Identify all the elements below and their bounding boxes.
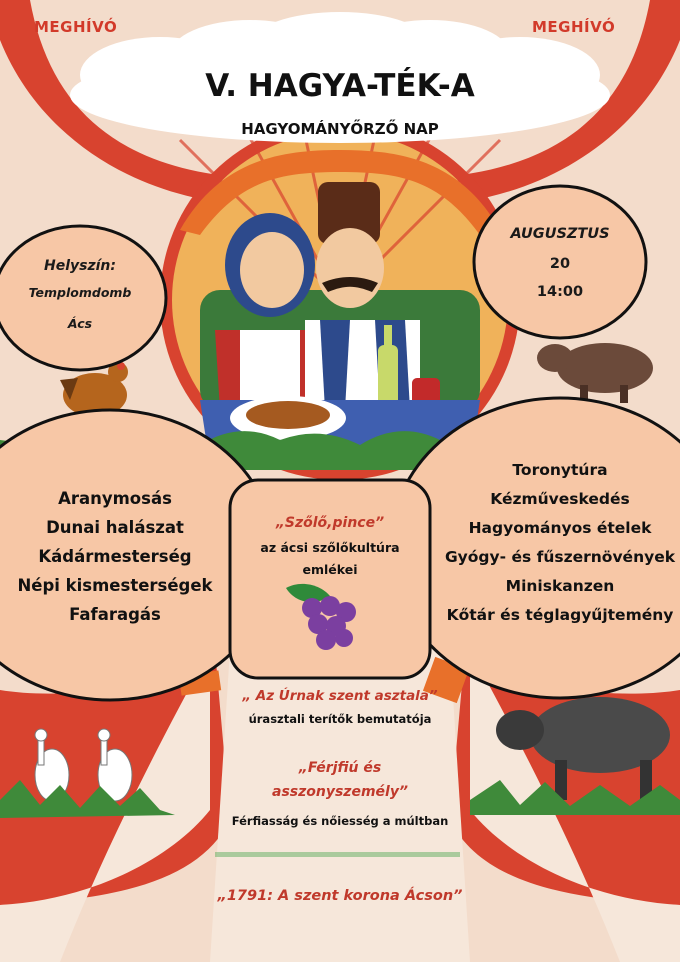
program-item: Fafaragás <box>69 605 161 624</box>
date-day: 20 <box>549 256 571 272</box>
program-item: Népi kismesterségek <box>17 576 213 595</box>
green-divider <box>215 852 460 857</box>
event-subtitle: HAGYOMÁNYŐRZŐ NAP <box>241 120 439 138</box>
date-month: AUGUSZTUS <box>510 226 610 242</box>
pig-illustration <box>537 343 653 403</box>
center-box-line1: az ácsi szőlőkultúra <box>260 540 400 555</box>
program-item: Miniskanzen <box>505 577 615 595</box>
date-time: 14:00 <box>536 284 584 300</box>
event1-description: úrasztali terítők bemutatója <box>248 712 432 726</box>
program-item: Toronytúra <box>512 461 608 479</box>
program-item: Aranymosás <box>58 489 172 508</box>
program-item: Dunai halászat <box>46 518 184 537</box>
brand-label-right: MEGHÍVÓ <box>532 18 616 36</box>
program-item: Kőtár és téglagyűjtemény <box>446 606 674 624</box>
center-box-quote: „Szőlő,pince” <box>275 515 385 531</box>
program-item: Kádármesterség <box>38 547 192 566</box>
program-item: Hagyományos ételek <box>468 519 652 537</box>
event2-description: Férfiasság és nőiesség a múltban <box>231 814 449 828</box>
event-title: V. HAGYA-TÉK-A <box>205 68 475 104</box>
right-program-list <box>440 456 680 630</box>
left-program-list <box>0 484 230 629</box>
event1-title: „ Az Úrnak szent asztala” <box>242 688 438 704</box>
program-item: Kézművesked​és <box>490 490 630 508</box>
location-town: Ács <box>67 316 93 331</box>
center-box-line2: emlékei <box>302 562 358 577</box>
event3-title: „1791: A szent korona Ácson” <box>217 888 463 904</box>
event2-title-line1: „Férjfiú és <box>298 760 382 776</box>
location-place: Templomdomb <box>28 285 132 300</box>
program-item: Gyógy- és fűszernövények <box>444 548 676 566</box>
location-label: Helyszín: <box>44 258 116 274</box>
event2-title-line2: asszonyszemély” <box>272 784 408 800</box>
brand-label-left: MEGHÍVÓ <box>34 18 118 36</box>
